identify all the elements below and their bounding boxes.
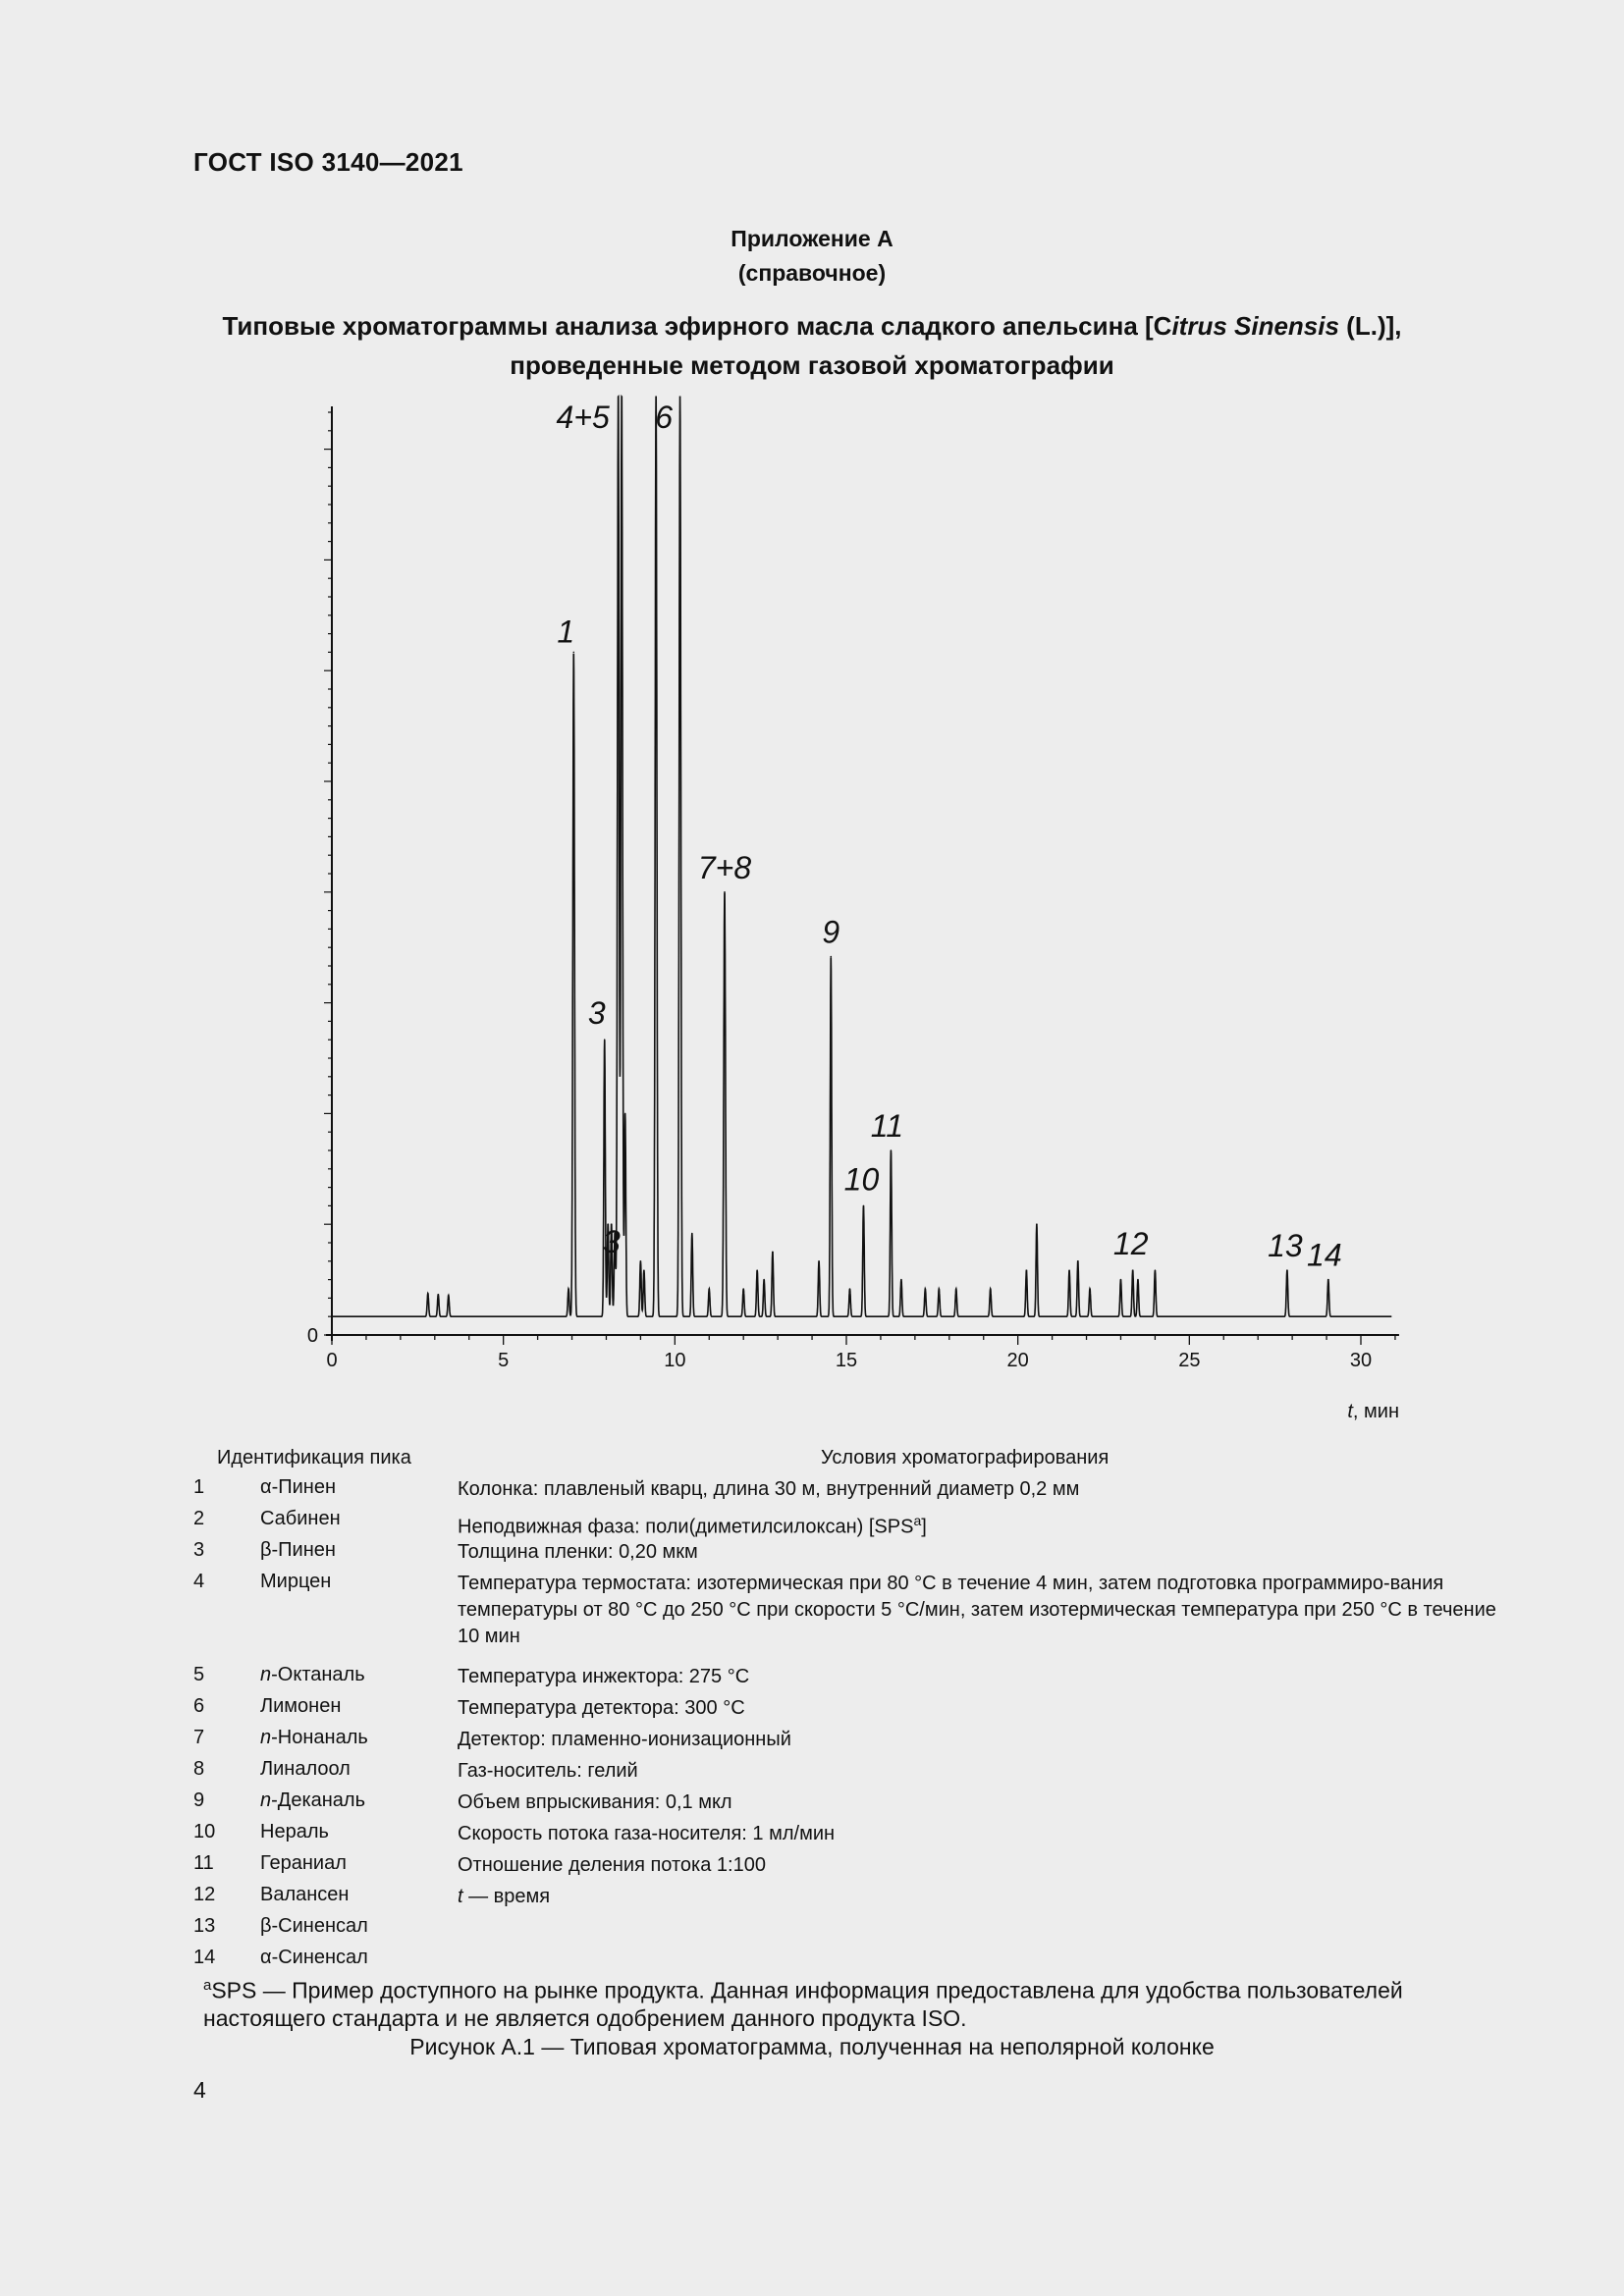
heading-italic: itrus Sinensis xyxy=(1171,311,1339,341)
compound-prefix: n xyxy=(260,1789,272,1811)
peak-label-1: 1 xyxy=(557,614,575,650)
condition-row xyxy=(458,1476,1508,1503)
peak-apex xyxy=(1155,1269,1157,1271)
peak-compound xyxy=(260,1884,349,1906)
footnote xyxy=(203,1972,1509,2032)
peak-apex xyxy=(1026,1269,1028,1271)
peak-apex xyxy=(1077,1260,1079,1262)
peak-apex xyxy=(990,1288,992,1290)
peak-apex xyxy=(756,1269,758,1271)
compound-name: β-Синенсал xyxy=(260,1915,368,1937)
condition-row xyxy=(458,1789,1508,1816)
condition-row xyxy=(458,1852,1508,1879)
peak-label-14: 14 xyxy=(1307,1237,1342,1273)
condition-text: Скорость потока газа-носителя: 1 мл/мин xyxy=(458,1823,836,1844)
compound-name: Сабинен xyxy=(260,1508,341,1529)
compound-name: Мирцен xyxy=(260,1571,332,1592)
condition-text: Отношение деления потока 1:100 xyxy=(458,1854,766,1876)
peak-compound xyxy=(260,1852,347,1875)
peak-apex xyxy=(1132,1269,1134,1271)
peak-label-9: 9 xyxy=(822,914,840,950)
peak-apex xyxy=(1120,1279,1122,1281)
tick-labels xyxy=(307,1325,1372,1371)
peak-number: 8 xyxy=(193,1758,205,1780)
condition-text: Газ-носитель: гелий xyxy=(458,1760,638,1782)
peak-apex xyxy=(568,1288,569,1290)
peak-apex xyxy=(679,411,681,413)
peak-apex xyxy=(900,1279,902,1281)
condition-row xyxy=(458,1884,1508,1910)
peak-number: 9 xyxy=(193,1789,205,1811)
peak-apex xyxy=(1089,1288,1091,1290)
peak-number: 7 xyxy=(193,1727,205,1748)
condition-row xyxy=(458,1727,1508,1753)
heading-line2: проведенные методом газовой хроматографии xyxy=(510,350,1114,380)
compound-prefix: n xyxy=(260,1664,272,1685)
peak-apex xyxy=(1327,1279,1329,1281)
heading-part1: Типовые хроматограммы анализа эфирного масла сладкого апельсина [C xyxy=(222,311,1172,341)
peak-apex xyxy=(572,652,574,654)
peak-label-7-8: 7+8 xyxy=(697,849,752,885)
condition-bracket: ] xyxy=(921,1516,927,1538)
peak-apex xyxy=(849,1288,851,1290)
x-axis-label-symbol: t xyxy=(1347,1401,1353,1422)
peak-apex xyxy=(624,1113,626,1115)
compound-name: β-Пинен xyxy=(260,1539,336,1561)
condition-row xyxy=(458,1821,1508,1847)
x-tick-label: 15 xyxy=(835,1350,858,1371)
compound-name: -Нонаналь xyxy=(271,1727,368,1748)
peak-number: 6 xyxy=(193,1695,205,1717)
peak-number: 3 xyxy=(193,1539,205,1561)
peak-apex xyxy=(437,1294,439,1296)
peak-apex xyxy=(604,1039,606,1041)
conditions-heading: Условия хроматографирования xyxy=(821,1447,1110,1468)
peak-apex xyxy=(1137,1279,1139,1281)
condition-text: Температура инжектора: 275 °C xyxy=(458,1666,750,1687)
peak-number: 2 xyxy=(193,1508,205,1529)
peak-apex xyxy=(621,411,623,413)
appendix-title: Приложение А xyxy=(731,226,893,251)
peak-number: 14 xyxy=(193,1947,216,1968)
peak-apex xyxy=(1068,1269,1070,1271)
x-tick-label: 5 xyxy=(498,1350,510,1371)
peak-number: 12 xyxy=(193,1884,216,1905)
compound-name: Нераль xyxy=(260,1821,329,1842)
peak-compound xyxy=(260,1539,336,1562)
peak-apex xyxy=(618,411,620,413)
peak-compound xyxy=(260,1758,351,1781)
peak-label-6: 6 xyxy=(655,400,674,435)
condition-text: Температура термостата: изотермическая при 80 °C в течение 4 мин, затем подготовка программиро-вания температуры от 80 °C до 250 °C при скорости 5 °C/мин, затем изотермическая температура при 250 °C в течение 10 мин xyxy=(458,1573,1496,1647)
peak-label-3: 3 xyxy=(587,995,606,1032)
compound-name: Валансен xyxy=(260,1884,350,1905)
peak-compound xyxy=(260,1789,365,1812)
compound-name: -Деканаль xyxy=(271,1789,366,1811)
peak-apex xyxy=(742,1288,744,1290)
compound-name: Лимонен xyxy=(260,1695,342,1717)
compound-name: -Октаналь xyxy=(271,1664,365,1685)
peak-apex xyxy=(772,1252,774,1254)
condition-text: Объем впрыскивания: 0,1 мкл xyxy=(458,1791,732,1813)
peak-apex xyxy=(830,956,832,958)
page-number: 4 xyxy=(193,2077,206,2103)
condition-text: Колонка: плавленый кварц, длина 30 м, внутренний диаметр 0,2 мм xyxy=(458,1478,1080,1500)
condition-row xyxy=(458,1664,1508,1690)
condition-row xyxy=(458,1508,1508,1541)
x-tick-label: 20 xyxy=(1006,1350,1029,1371)
compound-name: Гераниал xyxy=(260,1852,347,1874)
compound-name: α-Пинен xyxy=(260,1476,336,1498)
peak-number: 1 xyxy=(193,1476,205,1498)
peak-number: 10 xyxy=(193,1821,216,1842)
x-tick-label: 30 xyxy=(1349,1350,1373,1371)
peak-compound xyxy=(260,1695,341,1718)
peak-apex xyxy=(939,1288,941,1290)
peak-label-13: 13 xyxy=(1268,1228,1303,1264)
condition-text: Температура детектора: 300 °C xyxy=(458,1697,745,1719)
peak-compound xyxy=(260,1571,331,1593)
chart-axes xyxy=(324,406,1399,1345)
time-symbol: t xyxy=(458,1886,463,1907)
peak-compound xyxy=(260,1727,368,1749)
peak-label-4-5: 4+5 xyxy=(556,400,610,435)
compound-prefix: n xyxy=(260,1727,272,1748)
condition-text: — время xyxy=(468,1886,551,1907)
peak-label-12: 12 xyxy=(1112,1226,1149,1262)
x-tick-label: 0 xyxy=(326,1350,338,1371)
peak-compound xyxy=(260,1664,365,1686)
peak-apex xyxy=(724,891,726,893)
compound-name: α-Синенсал xyxy=(260,1947,368,1968)
footnote-text: SPS — Пример доступного на рынке продукта. Данная информация предоставлена для удобства пользователей настоящего стандарта и не является одобрением данного продукта ISO. xyxy=(203,1977,1403,2031)
peak-apex xyxy=(691,1233,693,1235)
condition-row xyxy=(458,1571,1508,1650)
peak-apex xyxy=(955,1288,957,1290)
peak-compound xyxy=(260,1947,368,1969)
peak-compound xyxy=(260,1476,336,1499)
condition-text: Толщина пленки: 0,20 мкм xyxy=(458,1541,698,1563)
x-axis-label xyxy=(1347,1401,1399,1422)
peak-apex xyxy=(863,1205,865,1207)
peak-apex xyxy=(763,1279,765,1281)
peak-apex xyxy=(708,1288,710,1290)
y-tick-label: 0 xyxy=(306,1325,318,1347)
standard-header: ГОСТ ISO 3140—2021 xyxy=(193,147,463,177)
peak-apex xyxy=(640,1260,642,1262)
compound-name: Линалоол xyxy=(260,1758,351,1780)
condition-row xyxy=(458,1695,1508,1722)
peak-apex xyxy=(643,1269,645,1271)
figure-caption: Рисунок А.1 — Типовая хроматограмма, полученная на неполярной колонке xyxy=(409,2034,1215,2059)
peak-number: 13 xyxy=(193,1915,216,1937)
peak-labels xyxy=(557,400,1342,1273)
peak-apex xyxy=(427,1293,429,1295)
appendix-subtitle: (справочное) xyxy=(737,260,887,286)
x-tick-label: 10 xyxy=(664,1350,686,1371)
heading-part2: (L.)], xyxy=(1338,311,1402,341)
condition-text: Неподвижная фаза: поли(диметилсилоксан) [SPS xyxy=(458,1516,914,1538)
peak-apex xyxy=(925,1288,927,1290)
peak-number: 11 xyxy=(193,1852,214,1874)
peak-compound xyxy=(260,1508,341,1530)
x-axis-label-unit: , мин xyxy=(1352,1401,1399,1422)
peak-apex xyxy=(818,1260,820,1262)
peak-apex xyxy=(891,1149,893,1151)
condition-row xyxy=(458,1539,1508,1566)
peak-apex xyxy=(1286,1269,1288,1271)
peak-label-11: 11 xyxy=(870,1108,904,1144)
peak-id-heading: Идентификация пика xyxy=(217,1447,411,1468)
condition-footnote-mark: a xyxy=(913,1513,922,1528)
peak-apex xyxy=(1036,1223,1038,1225)
condition-row xyxy=(458,1758,1508,1785)
peak-label-3b: 3 xyxy=(603,1224,621,1259)
footnote-mark: a xyxy=(203,1977,212,1994)
condition-text: Детектор: пламенно-ионизационный xyxy=(458,1729,791,1750)
x-tick-label: 25 xyxy=(1178,1350,1201,1371)
peak-apex xyxy=(448,1295,450,1297)
peak-compound xyxy=(260,1821,329,1843)
peak-number: 5 xyxy=(193,1664,205,1685)
peak-compound xyxy=(260,1915,368,1938)
peak-label-10: 10 xyxy=(843,1161,880,1198)
peak-number: 4 xyxy=(193,1571,205,1592)
